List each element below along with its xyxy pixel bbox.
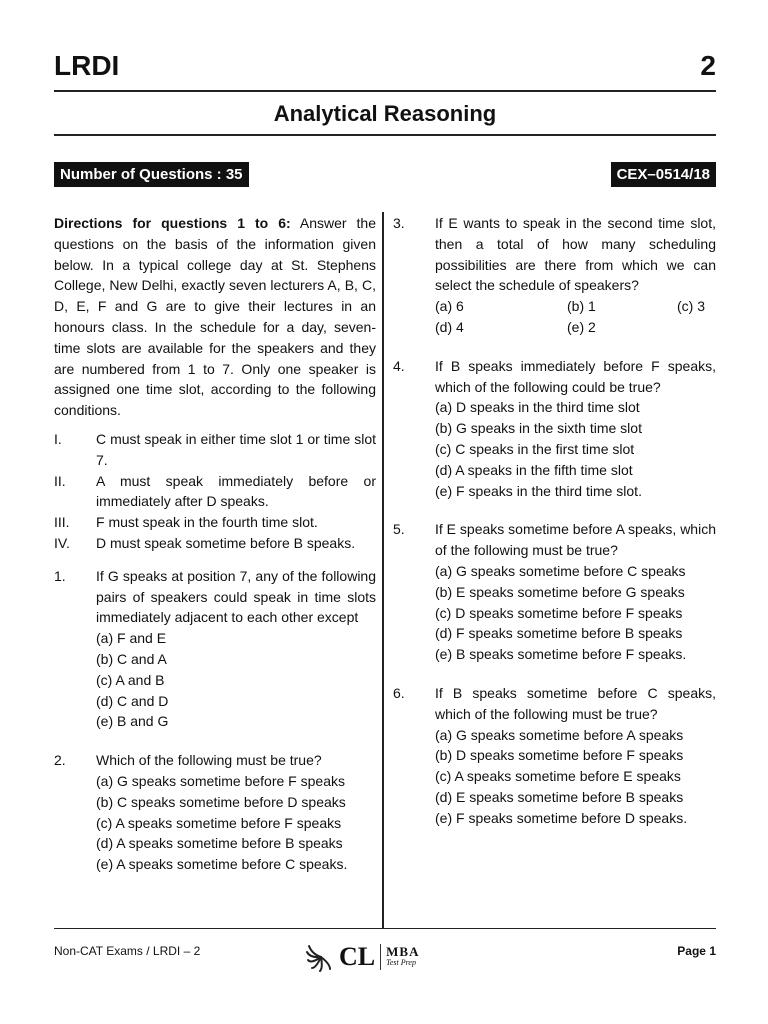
page-number: Page 1 [677, 944, 716, 958]
condition-text: A must speak immediately before or immediately after D speaks. [96, 472, 376, 510]
answer-option: (b) 1 [567, 298, 596, 315]
exam-code-badge: CEX–0514/18 [611, 162, 716, 187]
condition-text: F must speak in the fourth time slot. [96, 514, 318, 531]
left-column [54, 213, 376, 893]
answer-option: (e) A speaks sometime before C speaks. [96, 856, 348, 873]
question-number: 6. [393, 684, 405, 701]
condition-text: D must speak sometime before B speaks. [96, 534, 356, 551]
question-4 [393, 356, 716, 502]
question-5 [393, 519, 716, 665]
question-stem: If E wants to speak in the second time slot, then a total of how many scheduling possibilities are there from which we can select the schedule of speakers? [435, 215, 716, 294]
question-2 [54, 750, 376, 875]
question-number: 3. [393, 215, 405, 231]
question-stem: If G speaks at position 7, any of the following pairs of speakers could speak in time slots immediately adjacent to each other except [96, 567, 376, 626]
logo-mba-block [386, 946, 419, 968]
condition-number: IV. [54, 534, 70, 551]
condition-number: I. [54, 430, 62, 447]
swirl-logo-icon [306, 942, 336, 972]
answer-option: (b) G speaks in the sixth time slot [435, 420, 642, 437]
condition-item [54, 533, 376, 554]
directions-paragraph [54, 213, 376, 421]
answer-option: (a) G speaks sometime before F speaks [96, 772, 345, 789]
answer-option: (c) C speaks in the first time slot [435, 440, 635, 457]
question-count-badge: Number of Questions : 35 [54, 162, 249, 187]
answer-option: (d) F speaks sometime before B speaks [435, 625, 683, 642]
logo-cl-text: CL [339, 942, 376, 971]
condition-number: III. [54, 514, 70, 531]
question-3 [393, 213, 716, 338]
question-1 [54, 566, 376, 732]
answer-option: (d) 4 [435, 318, 464, 335]
answer-option: (c) A and B [96, 671, 165, 688]
answer-option: (a) G speaks sometime before A speaks [435, 726, 684, 743]
answer-option: (d) C and D [96, 692, 169, 709]
answer-option: (c) 3 [677, 298, 705, 315]
footer-rule [54, 928, 716, 929]
answer-option: (e) B and G [96, 713, 169, 730]
answer-option: (c) A speaks sometime before E speaks [435, 768, 681, 785]
answer-option: (d) E speaks sometime before B speaks [435, 788, 684, 805]
logo-separator [380, 944, 381, 970]
answer-option: (e) B speaks sometime before F speaks. [435, 646, 687, 663]
answer-option: (c) D speaks sometime before F speaks [435, 604, 683, 621]
question-number: 4. [393, 357, 405, 374]
question-stem: If B speaks immediately before F speaks, which of the following could be true? [435, 357, 716, 395]
answer-option: (a) D speaks in the third time slot [435, 399, 640, 416]
answer-option: (a) G speaks sometime before C speaks [435, 562, 686, 579]
answer-option: (d) A speaks in the fifth time slot [435, 461, 633, 478]
question-number: 5. [393, 521, 405, 538]
cl-mba-logo [306, 940, 419, 974]
question-stem: If E speaks sometime before A speaks, which of the following must be true? [435, 521, 716, 559]
logo-mba-text: MBA [386, 944, 420, 959]
page-header [54, 48, 716, 92]
question-number: 1. [54, 567, 66, 584]
directions-lead: Directions for questions 1 to 6: [54, 215, 291, 231]
answer-option: (e) 2 [567, 318, 596, 335]
right-column [393, 213, 716, 847]
answer-option: (b) C and A [96, 650, 167, 667]
answer-options-grid [435, 296, 716, 338]
answer-option: (b) D speaks sometime before F speaks [435, 747, 684, 764]
answer-option: (e) F speaks in the third time slot. [435, 482, 642, 499]
column-divider [382, 212, 384, 928]
answer-option: (b) E speaks sometime before G speaks [435, 583, 685, 600]
condition-item [54, 471, 376, 513]
footer-exam-label: Non-CAT Exams / LRDI – 2 [54, 944, 201, 958]
condition-text: C must speak in either time slot 1 or time slot 7. [96, 430, 376, 468]
answer-option: (e) F speaks sometime before D speaks. [435, 809, 688, 826]
question-number: 2. [54, 752, 66, 769]
logo-test-prep-text: Test Prep [386, 958, 416, 967]
condition-number: II. [54, 472, 66, 489]
answer-option: (b) C speaks sometime before D speaks [96, 793, 346, 810]
page-title: Analytical Reasoning [54, 98, 716, 136]
question-stem: Which of the following must be true? [96, 752, 322, 769]
question-stem: If B speaks sometime before C speaks, which of the following must be true? [435, 684, 716, 722]
directions-text: Answer the questions on the basis of the information given below. In a typical college day at St. Stephens College, New Delhi, exactly seven lecturers A, B, C, D, E, F and G are to give their lectures in an honours class. In the schedule for a day, seven-time slots are available for the speakers and they are numbered from 1 to 7. Only one speaker is assigned one time slot, according to the following conditions. [54, 215, 376, 419]
answer-option: (d) A speaks sometime before B speaks [96, 835, 343, 852]
answer-option: (a) F and E [96, 630, 167, 647]
answer-option: (a) 6 [435, 298, 464, 315]
condition-item [54, 429, 376, 471]
section-name: LRDI [54, 50, 120, 81]
section-number: 2 [700, 50, 716, 81]
condition-item [54, 512, 376, 533]
question-6 [393, 683, 716, 829]
conditions-list [54, 429, 376, 554]
answer-option: (c) A speaks sometime before F speaks [96, 814, 342, 831]
